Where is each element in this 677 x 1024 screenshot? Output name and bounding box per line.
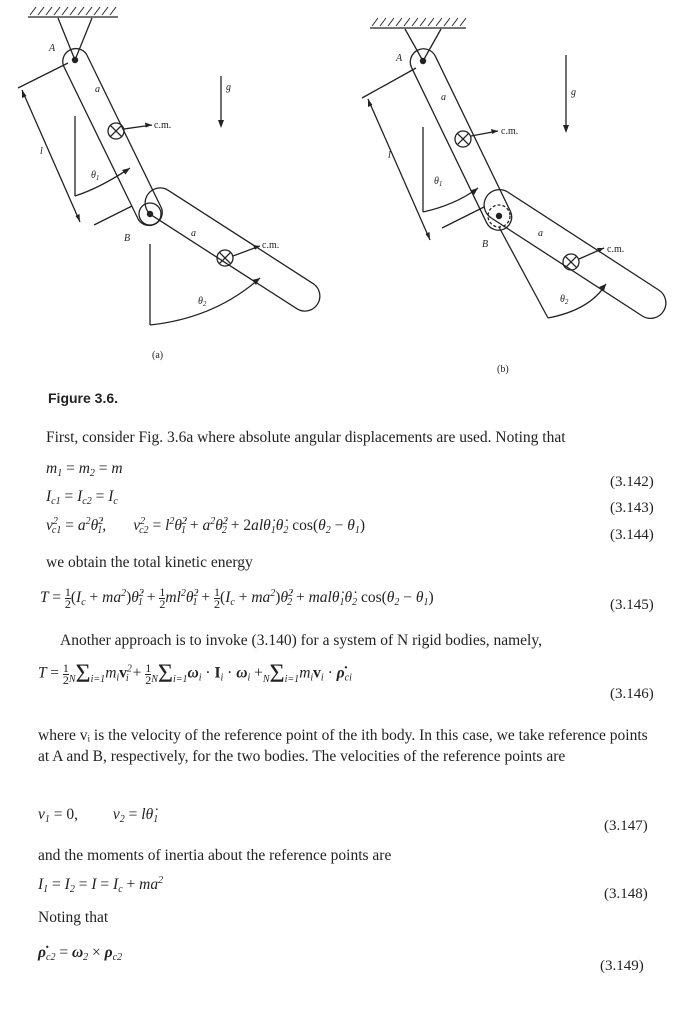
paragraph-moments: and the moments of inertia about the reference points are bbox=[38, 847, 392, 864]
label-a-theta2: $\theta_2$ bbox=[198, 296, 207, 308]
equation-3-143: $I_{c1} = I_{c2} = I_c$ bbox=[46, 488, 118, 507]
label-a-pivot-A: A bbox=[49, 43, 56, 54]
equation-number: (3.144) bbox=[610, 527, 654, 543]
label-a-pivot-B: B bbox=[124, 233, 131, 244]
figure-3-6 bbox=[0, 0, 677, 380]
label-a-g: g bbox=[226, 82, 231, 93]
paragraph-intro: First, consider Fig. 3.6a where absolute angular displacements are used. Noting that bbox=[46, 429, 566, 446]
equation-number: (3.149) bbox=[600, 958, 644, 974]
paragraph-noting: Noting that bbox=[38, 909, 109, 926]
equation-3-148: $I_1 = I_2 = I = I_c + ma^2$ bbox=[38, 875, 164, 895]
label-b-g: g bbox=[571, 87, 576, 98]
label-a-theta1: $\theta_1$ bbox=[91, 170, 100, 182]
label-a-len-a: a bbox=[95, 84, 100, 95]
equation-3-147: $v_1 = 0$, $v_2$ = $l\thetȧ_1$ bbox=[38, 806, 159, 825]
label-b-sub: (b) bbox=[497, 364, 509, 375]
diagram-b bbox=[362, 18, 666, 318]
equation-number: (3.146) bbox=[610, 686, 654, 702]
equation-3-144: $v^2_{c1}$ = $a^2\thetȧ^2_1$, $v^2_{c2}$ = $l^2\thetȧ^2_1$ + $a^2\thetȧ^2_2$ + $2al\thetȧ_1\thetȧ_2$ $\cos(\theta_2 - \theta_1)$ bbox=[46, 516, 366, 536]
equation-number: (3.147) bbox=[604, 818, 648, 834]
label-b-theta2: $\theta_2$ bbox=[560, 294, 569, 306]
equation-number: (3.148) bbox=[604, 886, 648, 902]
label-b-pivot-B: B bbox=[482, 239, 489, 250]
equation-3-146: T = $\frac{1}{2}$ $N\Sigma i=1m_iv^2_i$ + $\frac{1}{2}$ $N\Sigma i=1\omega_i \cdot I_i \cdot \omega_i +N\Sigma i=1m_iv_i$ · $\rhȯ_{ci}$ bbox=[38, 659, 352, 688]
figure-caption: Figure 3.6. bbox=[48, 390, 119, 406]
label-b-theta1: $\theta_1$ bbox=[434, 176, 443, 188]
label-b-length-l: l bbox=[388, 150, 391, 161]
label-a-sub: (a) bbox=[152, 350, 164, 361]
label-a-len-a2: a bbox=[191, 228, 196, 239]
label-b-pivot-A: A bbox=[396, 53, 403, 64]
paragraph-another: Another approach is to invoke (3.140) for a system of N rigid bodies, namely, bbox=[60, 632, 542, 649]
label-a-length-l: l bbox=[40, 146, 43, 157]
equation-3-145: T = $\frac{1}{2}$ ($I_c$ + $ma^2)\thetȧ^2_1$ + $\frac{1}{2}$ $ml^2\thetȧ^2_1$ + $\frac{1}{2}$ ($I_c$ + $ma^2)\thetȧ^2_2$ + $mal\thetȧ_1\thetȧ_2$ $\cos(\theta_2 - \theta_1)$ bbox=[40, 585, 434, 611]
label-a-cm2: c.m. bbox=[262, 240, 280, 251]
label-b-cm1: c.m. bbox=[501, 126, 519, 137]
paragraph-kinetic: we obtain the total kinetic energy bbox=[46, 554, 253, 571]
label-b-len-a: a bbox=[441, 92, 446, 103]
label-a-cm1: c.m. bbox=[154, 120, 172, 131]
paragraph-where: where vᵢ is the velocity of the reference point of the ith body. In this case, we take reference points at A and B, respectively, for the two bodies. The velocities of the reference points are bbox=[38, 727, 648, 765]
equation-3-149: $\rhȯ_{c2} = \omega_2 \times \rho_{c2}$ bbox=[38, 944, 123, 963]
diagram-a bbox=[18, 7, 320, 325]
equation-number: (3.145) bbox=[610, 597, 654, 613]
equation-3-142: $m_1 = m_2 = m$ bbox=[46, 460, 123, 479]
label-b-cm2: c.m. bbox=[607, 244, 625, 255]
equation-number: (3.143) bbox=[610, 500, 654, 516]
equation-number: (3.142) bbox=[610, 474, 654, 490]
label-b-len-a2: a bbox=[538, 228, 543, 239]
